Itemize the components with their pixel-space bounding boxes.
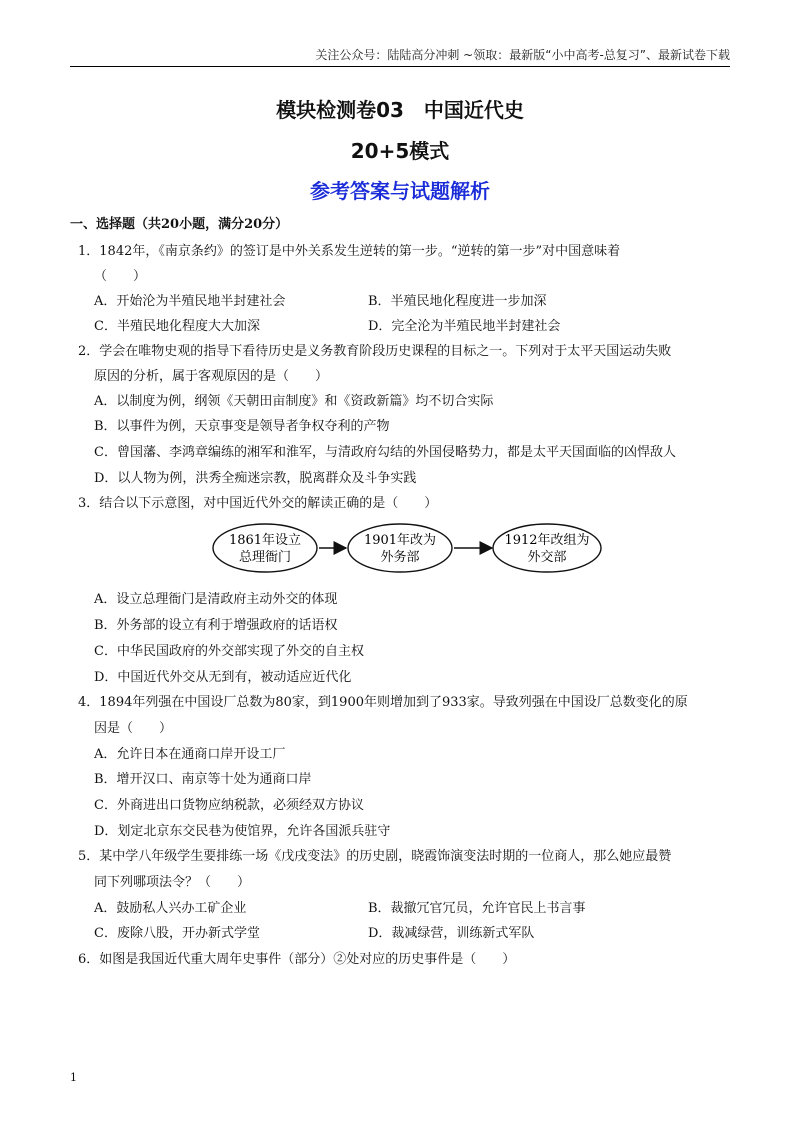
- q2-stem: 2．学会在唯物史观的指导下看待历史是义务教育阶段历史课程的目标之一。下列对于太平天国运动失败: [78, 344, 672, 359]
- header-note: 关注公众号：陆陆高分冲刺 ~领取：最新版“小中高考-总复习”、最新试卷下载: [315, 48, 730, 62]
- q3-option-c: C．中华民国政府的外交部实现了外交的自主权: [94, 644, 364, 659]
- q5-stem: 5．某中学八年级学生要排练一场《戊戌变法》的历史剧，晓霞饰演变法时期的一位商人，那么她应最赞: [78, 849, 672, 864]
- q3-option-d: D．中国近代外交从无到有，被动适应近代化: [94, 670, 352, 685]
- q5-stem-cont: 同下列哪项法令？（ ）: [94, 875, 251, 890]
- q4-option-d: D．划定北京东交民巷为使馆界，允许各国派兵驻守: [94, 824, 391, 839]
- flow-node-3-line2: 外交部: [527, 550, 567, 565]
- q1-option-c: C．半殖民地化程度大大加深: [94, 319, 260, 334]
- q4-stem-cont: 因是（ ）: [94, 721, 173, 736]
- q4-stem: 4．1894年列强在中国设厂总数为80家，到1900年则增加到了933家。导致列强在中国设厂总数变化的原: [78, 695, 688, 710]
- q3-option-b: B．外务部的设立有利于增强政府的话语权: [94, 618, 338, 633]
- q1-stem: 1．1842年，《南京条约》的签订是中外关系发生逆转的第一步。“逆转的第一步”对中国意味着: [78, 244, 621, 259]
- page-subtitle: 20+5模式: [350, 139, 450, 163]
- header-rule: [70, 66, 730, 67]
- flow-node-2-line2: 外务部: [380, 550, 420, 565]
- q2-option-d: D．以人物为例，洪秀全痴迷宗教，脱离群众及斗争实践: [94, 471, 417, 486]
- q2-option-c: C．曾国藩、李鸿章编练的湘军和淮军，与清政府勾结的外国侵略势力，都是太平天国面临的凶悍敌人: [94, 445, 676, 460]
- q3-option-a: A．设立总理衙门是清政府主动外交的体现: [94, 592, 338, 607]
- flow-node-1-line1: 1861年设立: [228, 533, 302, 548]
- q5-option-c: C．废除八股，开办新式学堂: [94, 926, 260, 941]
- q2-option-a: A．以制度为例，纲领《天朝田亩制度》和《资政新篇》均不切合实际: [94, 394, 494, 409]
- page-title: 模块检测卷03 中国近代史: [276, 98, 524, 122]
- flow-node-3-line1: 1912年改组为: [504, 533, 590, 548]
- flow-node-2-line1: 1901年改为: [363, 533, 437, 548]
- q3-stem: 3．结合以下示意图，对中国近代外交的解读正确的是（ ）: [78, 496, 438, 511]
- q5-option-b: B．裁撤冗官冗员，允许官民上书言事: [368, 901, 586, 916]
- page-number: 1: [70, 1071, 77, 1084]
- q5-option-a: A．鼓励私人兴办工矿企业: [94, 901, 247, 916]
- q1-stem-cont: （ ）: [94, 269, 147, 284]
- q1-option-a: A．开始沦为半殖民地半封建社会: [94, 294, 286, 309]
- q4-option-a: A．允许日本在通商口岸开设工厂: [94, 747, 286, 762]
- answer-title: 参考答案与试题解析: [310, 179, 490, 203]
- q2-option-b: B．以事件为例，天京事变是领导者争权夺利的产物: [94, 419, 390, 434]
- diplomacy-flow-diagram: [210, 517, 610, 579]
- q2-stem-cont: 原因的分析，属于客观原因的是（ ）: [94, 369, 329, 384]
- q1-option-d: D．完全沦为半殖民地半封建社会: [368, 319, 561, 334]
- q1-option-b: B．半殖民地化程度进一步加深: [368, 294, 547, 309]
- q4-option-b: B．增开汉口、南京等十处为通商口岸: [94, 772, 312, 787]
- flow-node-1-line2: 总理衙门: [238, 550, 292, 565]
- q4-option-c: C．外商进出口货物应纳税款，必须经双方协议: [94, 798, 364, 813]
- q5-option-d: D．裁减绿营，训练新式军队: [368, 926, 535, 941]
- q6-stem: 6．如图是我国近代重大周年史事件（部分）②处对应的历史事件是（ ）: [78, 952, 516, 967]
- section-heading: 一、选择题（共20小题，满分20分）: [70, 217, 289, 232]
